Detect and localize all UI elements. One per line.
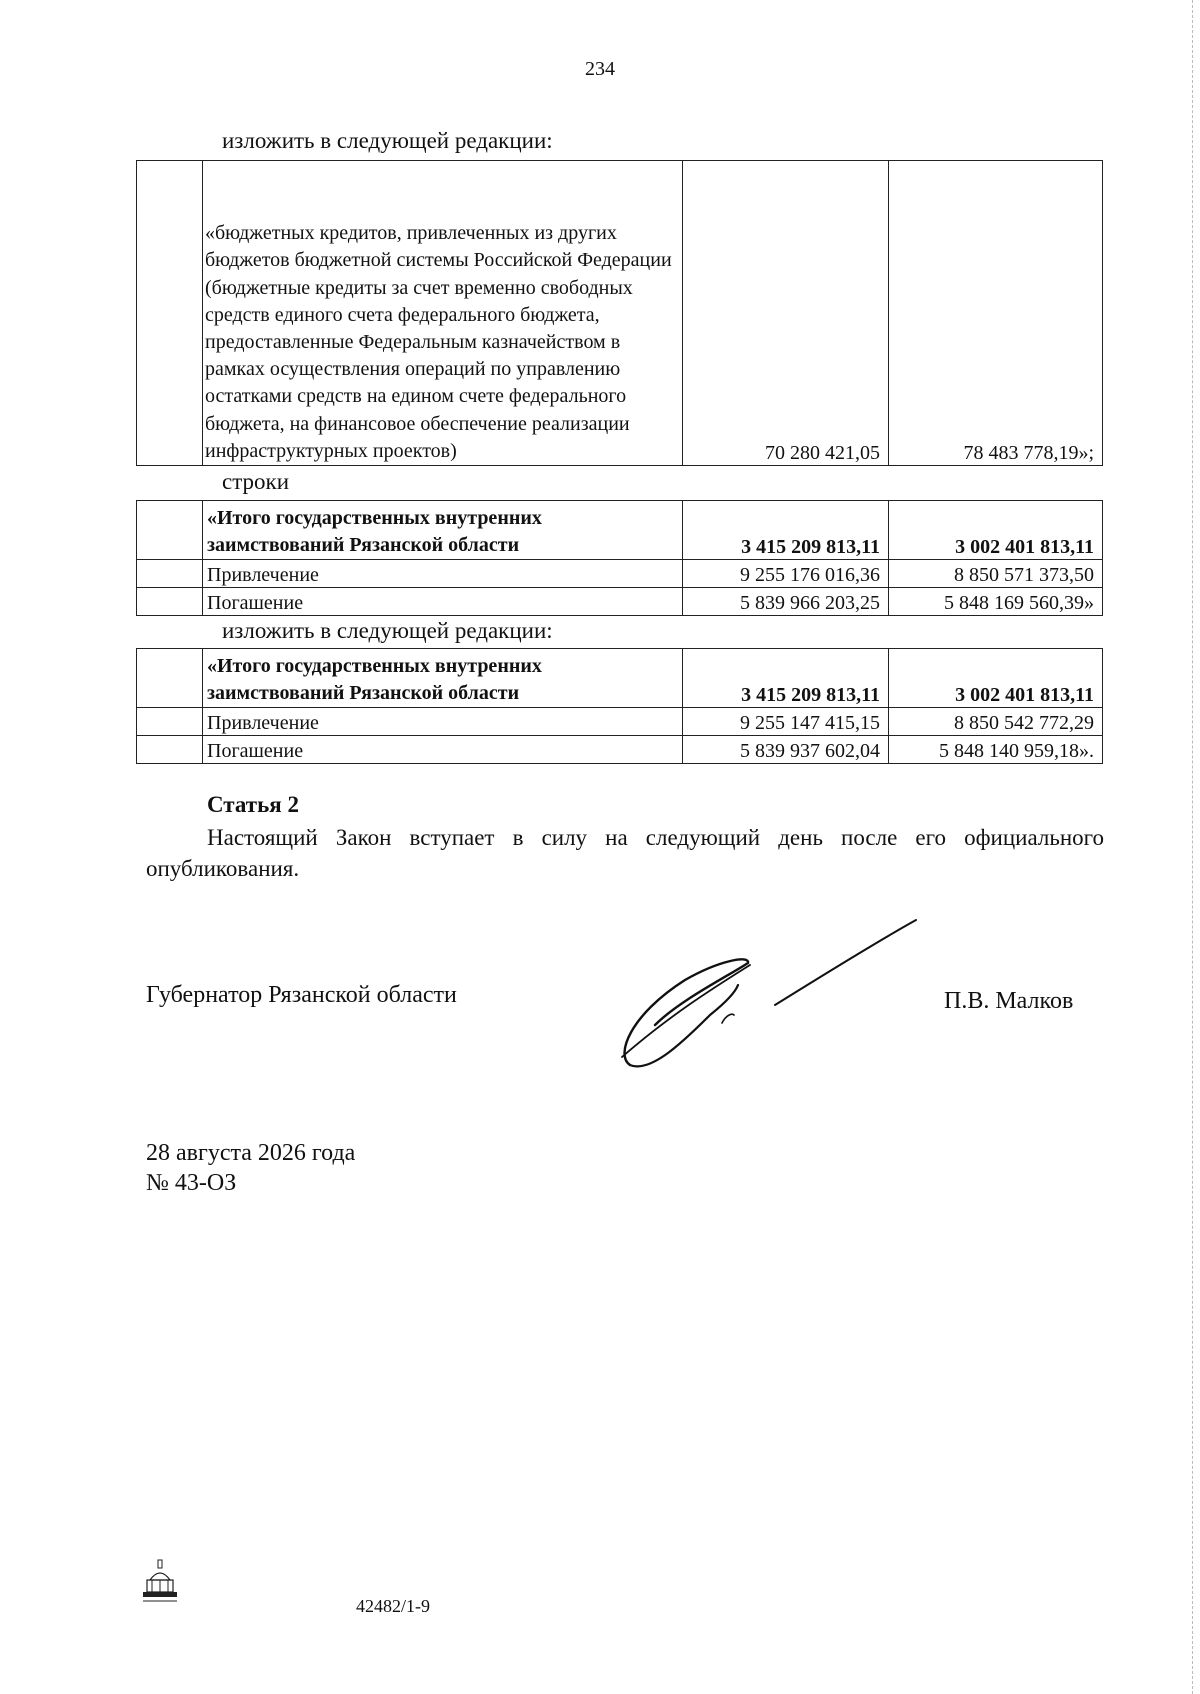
table-3-row-3-value-1: 5 839 937 602,04: [683, 736, 889, 764]
handwritten-signature: [610, 905, 940, 1080]
table-cell-blank: [137, 560, 203, 588]
table-3-row-2-label: Привлечение: [203, 708, 683, 736]
table-cell-blank: [137, 501, 203, 560]
article-title: Статья 2: [207, 792, 299, 817]
table-3: [136, 648, 1103, 764]
signature-position: Губернатор Рязанской области: [146, 982, 457, 1008]
document-code: 42482/1-9: [356, 1596, 430, 1616]
table-2-row-2-value-2: 8 850 571 373,50: [889, 560, 1103, 588]
table-row: [137, 649, 1103, 708]
page-number: 234: [585, 58, 615, 80]
table-2-row-1-value-1: 3 415 209 813,11: [683, 501, 889, 560]
table-3-row-2-value-1: 9 255 147 415,15: [683, 708, 889, 736]
table-3-row-1-value-2: 3 002 401 813,11: [889, 649, 1103, 708]
table-row: [137, 736, 1103, 764]
table-row: [137, 501, 1103, 560]
table-cell-blank: [137, 161, 203, 466]
intro-text-3: изложить в следующей редакции:: [222, 618, 553, 643]
table-3-row-1-value-1: 3 415 209 813,11: [683, 649, 889, 708]
table-2-row-3-value-1: 5 839 966 203,25: [683, 588, 889, 616]
table-row: [137, 560, 1103, 588]
table-2-row-3-label: Погашение: [203, 588, 683, 616]
table-3-row-2-value-2: 8 850 542 772,29: [889, 708, 1103, 736]
table-1-value-1: 70 280 421,05: [683, 161, 889, 466]
table-2-row-2-label: Привлечение: [203, 560, 683, 588]
table-row: [137, 588, 1103, 616]
document-number: № 43-ОЗ: [146, 1170, 237, 1196]
signature-name: П.В. Малков: [944, 988, 1074, 1014]
table-2-row-1-label: «Итого государственных внутренних заимствований Рязанской области: [203, 501, 683, 560]
table-3-row-3-label: Погашение: [203, 736, 683, 764]
table-2-row-2-value-1: 9 255 176 016,36: [683, 560, 889, 588]
page-edge-line: [1192, 0, 1194, 1694]
table-cell-blank: [137, 588, 203, 616]
table-3-row-1-label: «Итого государственных внутренних заимствований Рязанской области: [203, 649, 683, 708]
intro-text-2: строки: [222, 469, 290, 494]
table-cell-blank: [137, 736, 203, 764]
table-3-row-3-value-2: 5 848 140 959,18».: [889, 736, 1103, 764]
table-row: [137, 708, 1103, 736]
table-2: [136, 500, 1103, 616]
table-1-value-2: 78 483 778,19»;: [889, 161, 1103, 466]
table-cell-blank: [137, 649, 203, 708]
intro-text-1: изложить в следующей редакции:: [222, 128, 553, 153]
table-1-description: «бюджетных кредитов, привлеченных из других бюджетов бюджетной системы Российской Федерации (бюджетные кредиты за счет временно свободных средств единого счета федерального бюджета, предоставленные Федеральным казначейством в рамках осуществления операций по управлению остатками средств на едином счете федерального бюджета, на финансовое обеспечение реализации инфраструктурных проектов): [203, 161, 683, 466]
table-2-row-3-value-2: 5 848 169 560,39»: [889, 588, 1103, 616]
table-1: [136, 160, 1103, 466]
table-2-row-1-value-2: 3 002 401 813,11: [889, 501, 1103, 560]
duma-logo-icon: [140, 1558, 180, 1608]
document-date: 28 августа 2026 года: [146, 1140, 356, 1166]
table-cell-blank: [137, 708, 203, 736]
article-body: Настоящий Закон вступает в силу на следующий день после его официального опубликования.: [146, 825, 1104, 881]
